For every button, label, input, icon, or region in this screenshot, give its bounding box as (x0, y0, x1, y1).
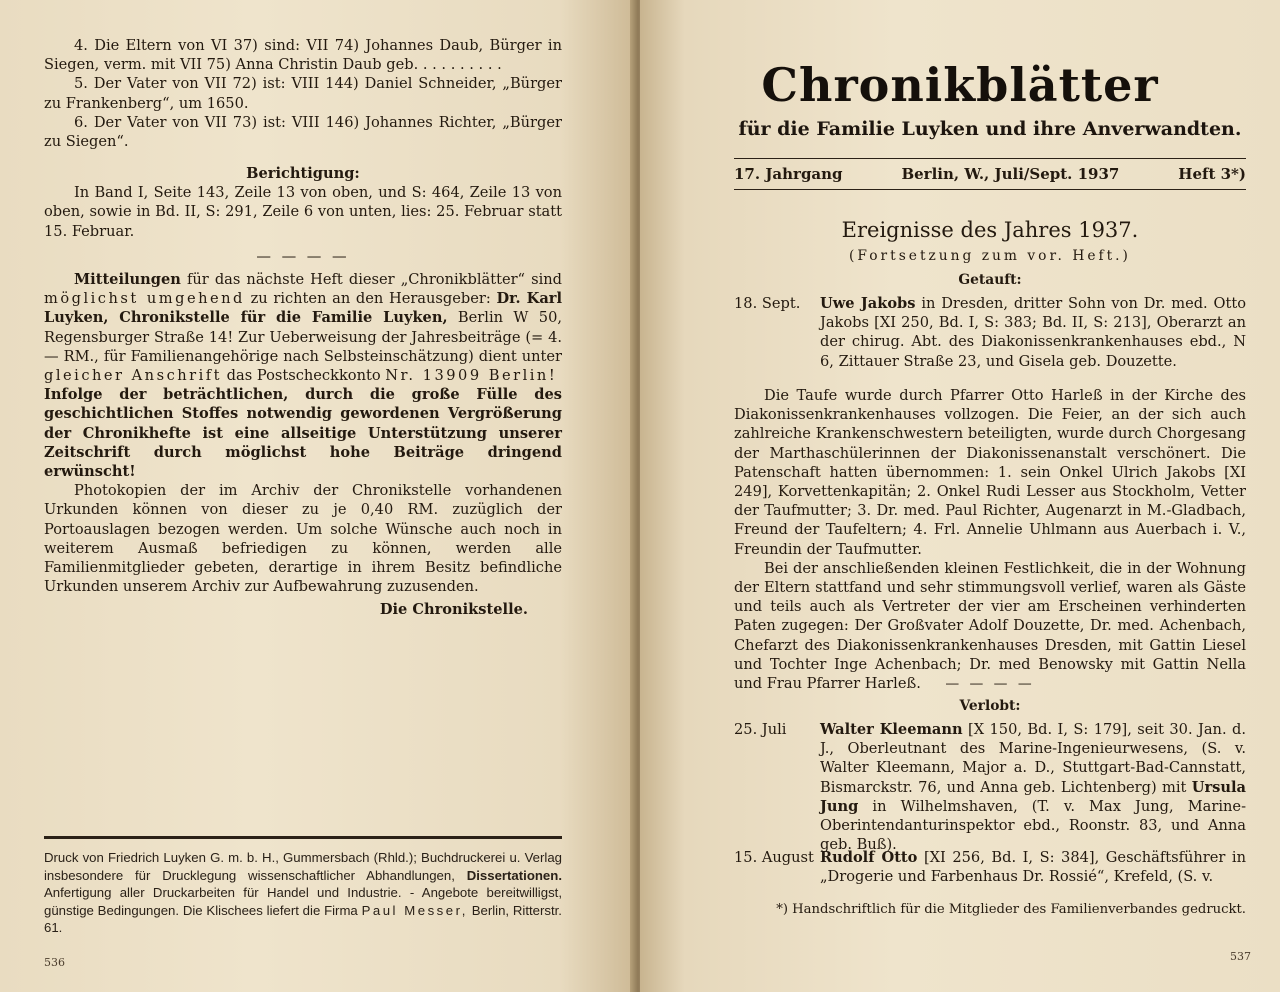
issue-line (734, 158, 1246, 190)
entry-date: 25. Juli (734, 721, 787, 738)
entry-partner: Ursula Jung (820, 778, 1246, 815)
entry-text: in Wilhelmshaven, (T. v. Max Jung, Marine-Oberintendanturinspektor ebd., Roonstr. 83, und Anna geb. Buß). (820, 797, 1246, 854)
entry-name: Walter Kleemann (820, 721, 963, 738)
entry-date: 15. August (734, 849, 814, 866)
photocopies-paragraph: Photokopien der im Archiv der Chronikstelle vorhandenen Urkunden können von dieser zu je 0,40 RM. zuzüglich der Portoauslagen bezogen werden. Um solche Wünsche auch noch in weiterem Ausmaß befriedigen zu können, werden alle Familienmitglieder gebeten, derartige in ihrem Besitz befindliche Urkunden unserem Archiv zur Aufbewahrung zuzusenden. (44, 482, 562, 596)
baptism-paragraph: Bei der anschließenden kleinen Festlichkeit, die in der Wohnung der Eltern stattfand und sehr stimmungsvoll verlief, waren als Gäste und teils auch als Vertreter der vier am Erscheinen verhinderten Paten zugegen: Der Großvater Adolf Douzette, Dr. med. Achenbach, Chefarzt des Diakonissenkrankenhauses Dresden, mit Gattin Liesel und Tochter Inge Achenbach; Dr. med Benowsky mit Gattin Nella und Frau Pfarrer Harleß. (734, 559, 1246, 693)
entry-body (820, 294, 1246, 371)
page-number-right: 537 (1230, 950, 1251, 963)
correction-text: In Band I, Seite 143, Zeile 13 von oben, und S: 464, Zeile 13 von oben, sowie in Bd. II, S: 291, Zeile 6 von unten, lies: 25. Februar statt 15. Februar. (44, 184, 562, 240)
baptism-paragraphs (734, 386, 1246, 693)
entry-text: in Dresden, dritter Sohn von Dr. med. Otto Jakobs [XI 250, Bd. I, S: 383; Bd. II, S: 213], Oberarzt an der chirug. Abt. des Diakonissenkrankenhauses ebd., N 6, Zittauer Straße 23, und Gisela geb. Douzette. (820, 295, 1246, 370)
masthead-subtitle: für die Familie Luyken und ihre Anverwandten. (738, 118, 1242, 140)
entry-name: Rudolf Otto (820, 849, 918, 866)
engagement-entry (734, 720, 1246, 854)
engagement-entry (734, 848, 1246, 886)
entry-date: 18. Sept. (734, 295, 801, 312)
entry-text: [X 150, Bd. I, S: 179], seit 30. Jan. d. J., Oberleutnant des Marine-Ingenieurwesens, (S. v. Walter Kleemann, Major a. D., Stuttgart-Bad-Cannstatt, Bismarckstr. 76, und Anna geb. Lichtenberg) mit (820, 721, 1246, 796)
masthead-title: Chronikblätter (761, 58, 1159, 112)
imprint-emphasis: Dissertationen. (466, 867, 562, 883)
events-heading: Ereignisse des Jahres 1937. (841, 218, 1139, 242)
appeal-paragraph: Infolge der beträchtlichen, durch die große Fülle des geschichtlichen Stoffes notwendig gewordenen Vergrößerung der Chronikhefte ist eine allseitige Unterstützung unserer Zeitschrift durch möglichst hohe Beiträge dringend erwünscht! (44, 386, 562, 481)
issue-number: Heft 3*) (1178, 165, 1246, 183)
baptism-paragraph: Die Taufe wurde durch Pfarrer Otto Harleß in der Kirche des Diakonissenkrankenhauses vollzogen. Die Feier, an der sich auch zahlreiche Krankenschwestern beteiligten, wurde durch Chorgesang der Marthaschülerinnen der Diakonissenanstalt verschönert. Die Patenschaft hatten übernommen: 1. sein Onkel Ulrich Jakobs [XI 249], Korvettenkapitän; 2. Onkel Rudi Lesser aus Stockholm, Vetter der Taufmutter; 3. Dr. med. Paul Richter, Augenarzt in M.-Gladbach, Freund der Taufeltern; 4. Frl. Annelie Uhlmann aus Auerbach i. V., Freundin der Taufmutter. (734, 387, 1246, 558)
imprint-text: Berlin, Ritterstr. 61. (44, 902, 562, 936)
issue-year: 17. Jahrgang (734, 165, 843, 183)
ancestry-entry: 6. Der Vater von VII 73) ist: VIII 146) Johannes Richter, „Bürger zu Siegen“. (44, 113, 562, 151)
ancestry-entry: 5. Der Vater von VII 72) ist: VIII 144) Daniel Schneider, „Bürger zu Frankenberg“, um 1650. (44, 75, 562, 112)
issue-place-date: Berlin, W., Juli/Sept. 1937 (901, 165, 1120, 183)
imprint-text: Anfertigung aller Druckarbeiten für Handel und Industrie. - Angebote bereitwilligst, günstige Bedingungen. Die Klischees liefert die Firma (44, 885, 562, 918)
correction-heading: Berichtigung: (246, 165, 360, 182)
notice-emphasis: möglichst umgehend (44, 290, 245, 308)
entry-text: [XI 256, Bd. I, S: 384], Geschäftsführer in „Drogerie und Farbenhaus Dr. Rossié“, Krefeld, (S. v. (820, 849, 1246, 886)
entry-body (820, 720, 1246, 854)
editor-address: Dr. Karl Luyken, Chronikstelle für die Familie Luyken, (44, 290, 563, 327)
right-page (640, 0, 1280, 992)
left-page (0, 0, 636, 992)
signature: Die Chronikstelle. (379, 601, 528, 619)
printer-imprint (44, 836, 562, 937)
entry-name: Uwe Jakobs (820, 295, 916, 312)
notice-text: Berlin W 50, Regensburger Straße 14! Zur Ueberweisung der Jahresbeiträge (= 4.— RM., für Familienangehörige nach Selbsteinschätzung) dient unter (44, 309, 562, 365)
separator: — — — — (945, 676, 1035, 692)
notice-lead: Mitteilungen (74, 271, 181, 288)
entry-body (820, 848, 1246, 886)
footnote: *) Handschriftlich für die Mitglieder des Familienverbandes gedruckt. (776, 902, 1246, 917)
notice-emphasis: gleicher Anschrift (44, 367, 223, 385)
page-number-left: 536 (44, 956, 65, 969)
notice-section (44, 270, 562, 620)
imprint-text: Druck von Friedrich Luyken G. m. b. H., Gummersbach (Rhld.); Buchdruckerei u. Verlag insbesondere für Drucklegung wissenschaftlicher Abhandlungen, (44, 850, 562, 883)
separator: — — — — (256, 247, 350, 265)
engaged-heading: Verlobt: (959, 698, 1021, 714)
notice-text: das Postscheckkonto (222, 367, 386, 385)
notice-paragraph (44, 270, 562, 385)
ancestry-entry: 4. Die Eltern von VI 37) sind: VII 74) Johannes Daub, Bürger in Siegen, verm. mit VII 75) Anna Christin Daub geb. . . . . . . . . . (44, 37, 562, 74)
correction-section (44, 164, 562, 266)
notice-text: zu richten an den Herausgeber: (244, 290, 497, 308)
postal-account: Nr. 13909 Berlin! (385, 367, 558, 385)
baptism-entry (734, 294, 1246, 371)
ancestry-entries (44, 36, 562, 151)
events-subheading: (Fortsetzung zum vor. Heft.) (849, 248, 1131, 264)
baptized-heading: Getauft: (958, 272, 1022, 288)
imprint-firm: Paul Messer, (361, 902, 468, 918)
notice-text: für das nächste Heft dieser „Chronikblätter“ sind (180, 271, 562, 288)
